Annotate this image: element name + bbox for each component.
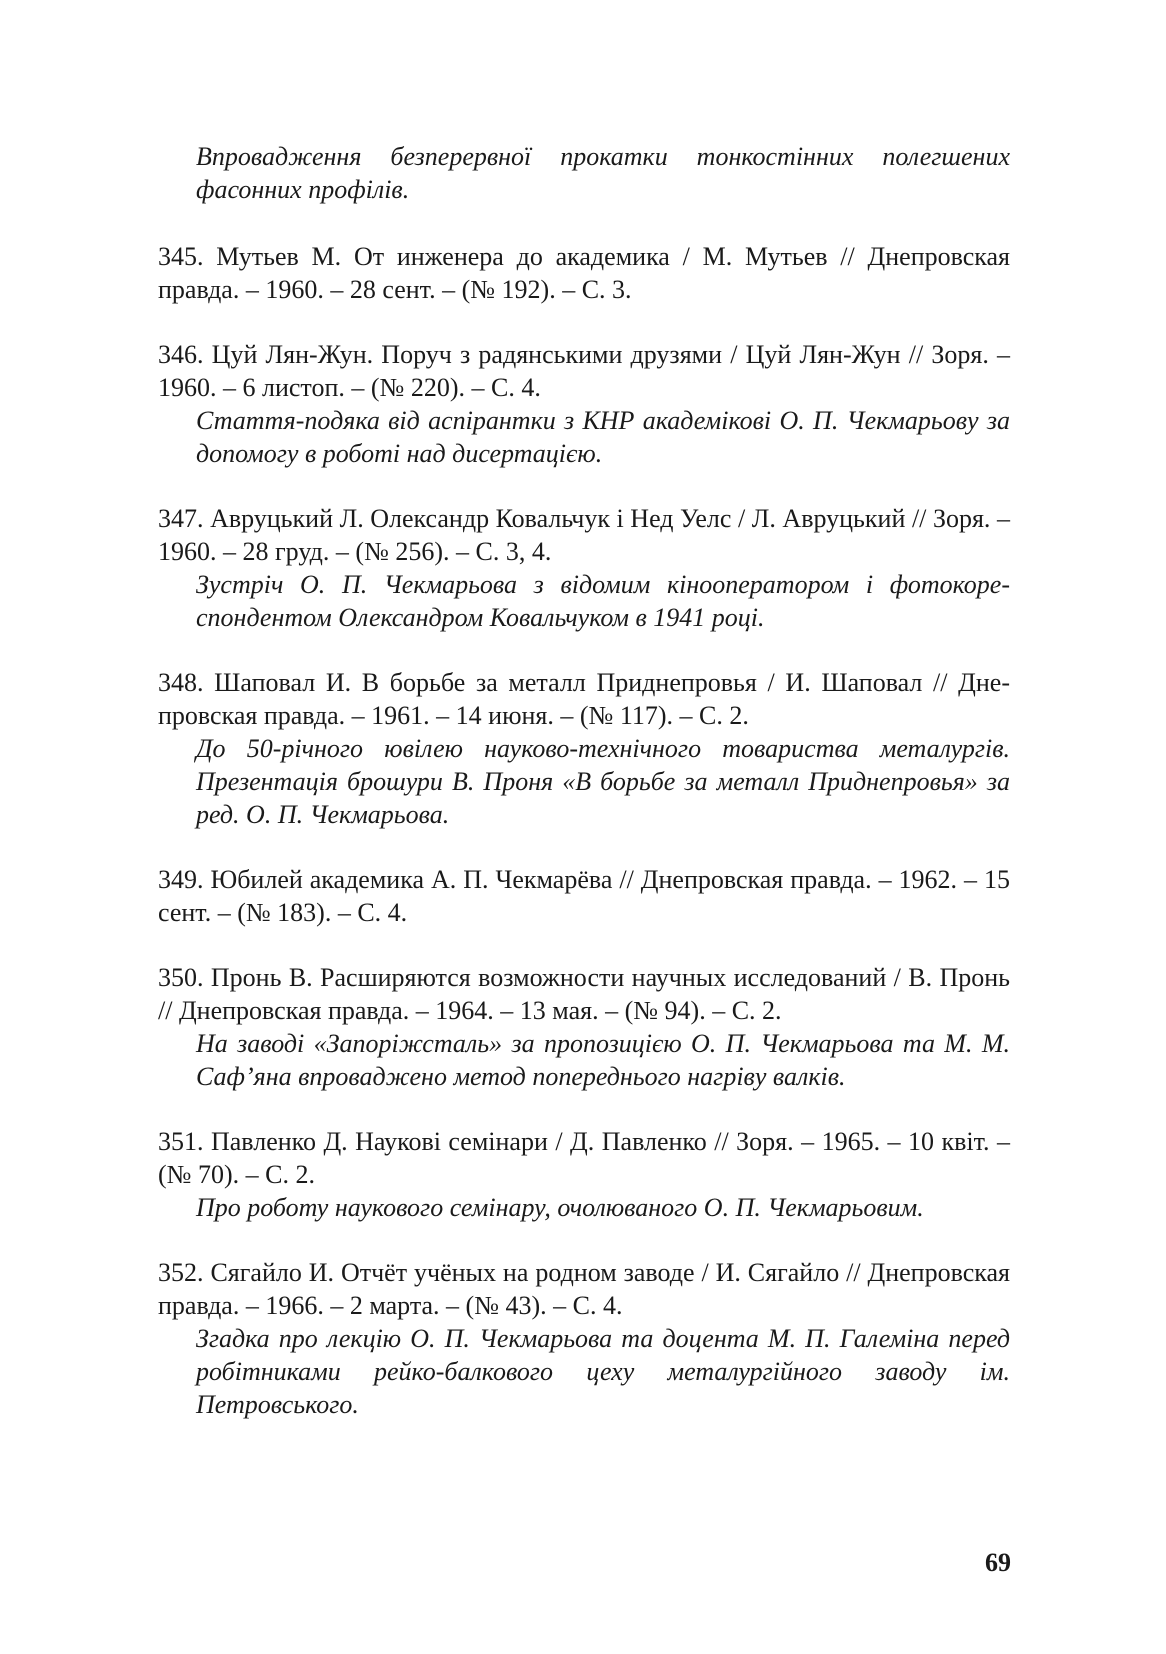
entry-number: 351. [158,1127,204,1156]
entry-citation [158,666,1010,732]
bibliography-entry-347 [158,502,1010,634]
bibliography-entry-346 [158,338,1010,470]
entry-annotation: Згадка про лекцію О. П. Чекмарьова та доцента М. П. Галеміна перед робітниками рейко-балкового цеху металургійного заводу ім. Петровського. [196,1324,1010,1419]
entry-text: Юбилей академика А. П. Чекмарёва // Днепровская правда. – 1962. – 15 сент. – (№ 183). – С. 4. [158,865,1010,927]
entry-text: Павленко Д. Наукові семінари / Д. Павленко // Зоря. – 1965. – 10 квіт. – (№ 70). – С. 2. [158,1127,1011,1189]
entry-citation [158,240,1010,306]
entry-number: 347. [158,504,204,533]
entry-number: 350. [158,963,204,992]
bibliography-entry-349 [158,863,1010,929]
entry-annotation: Стаття-подяка від аспірантки з КНР академікові О. П. Чекмарьову за допомогу в роботі над дисертацією. [196,406,1010,468]
bibliography-entry-345 [158,240,1010,306]
bibliography-entry-348 [158,666,1010,831]
continuation-note [158,140,1010,206]
entry-text: Шаповал И. В борьбе за металл Приднепровья / И. Шаповал // Днепровская правда. – 1961. – 14 июня. – (№ 117). – С. 2. [158,668,1011,730]
entry-citation [158,1125,1010,1191]
bibliography-entry-352 [158,1256,1010,1421]
entry-text: Цуй Лян-Жун. Поруч з радянськими друзями / Цуй Лян-Жун // Зоря. – 1960. – 6 листоп. – (№ 220). – С. 4. [158,340,1010,402]
entry-annotation: Зустріч О. П. Чекмарьова з відомим кінооператором і фотокореспондентом Олександром Ковальчуком в 1941 році. [196,570,1010,632]
entry-number: 349. [158,865,204,894]
entry-number: 345. [158,242,204,271]
entry-citation [158,502,1010,568]
entry-annotation: Про роботу наукового семінару, очолюваного О. П. Чекмарьовим. [196,1193,924,1222]
entry-text: Пронь В. Расширяются возможности научных исследований / В. Пронь // Днепровская правда. – 1964. – 13 мая. – (№ 94). – С. 2. [158,963,1010,1025]
entry-number: 346. [158,340,204,369]
entry-number: 352. [158,1258,204,1287]
entry-annotation: До 50-річного ювілею науково-технічного товариства металургів. Презентація брошури В. Проня «В борьбе за металл Приднепровья» за ред. О. П. Чекмарьова. [196,734,1010,829]
entry-text: Мутьев М. От инженера до академика / М. Мутьев // Днепровская правда. – 1960. – 28 сент. – (№ 192). – С. 3. [158,242,1011,304]
entry-citation [158,338,1010,404]
entry-number: 348. [158,668,204,697]
bibliography-entry-351 [158,1125,1010,1224]
entry-citation [158,863,1010,929]
entry-annotation: На заводі «Запоріжсталь» за пропозицією О. П. Чекмарьова та М. М. Саф’яна впроваджено метод попереднього нагріву валків. [196,1029,1010,1091]
entry-citation [158,1256,1010,1322]
page-number: 69 [985,1548,1011,1577]
bibliography-entry-350 [158,961,1010,1093]
entry-text: Сягайло И. Отчёт учёных на родном заводе / И. Сягайло // Днепровская правда. – 1966. – 2 марта. – (№ 43). – С. 4. [158,1258,1011,1320]
entry-citation [158,961,1010,1027]
entry-text: Авруцький Л. Олександр Ковальчук і Нед Уелс / Л. Авруцький // Зоря. – 1960. – 28 груд. – (№ 256). – С. 3, 4. [158,504,1010,566]
page-content [158,140,1010,1453]
continuation-note-text: Впровадження безперервної прокатки тонкостінних полегшених фасонних профілів. [196,142,1010,204]
